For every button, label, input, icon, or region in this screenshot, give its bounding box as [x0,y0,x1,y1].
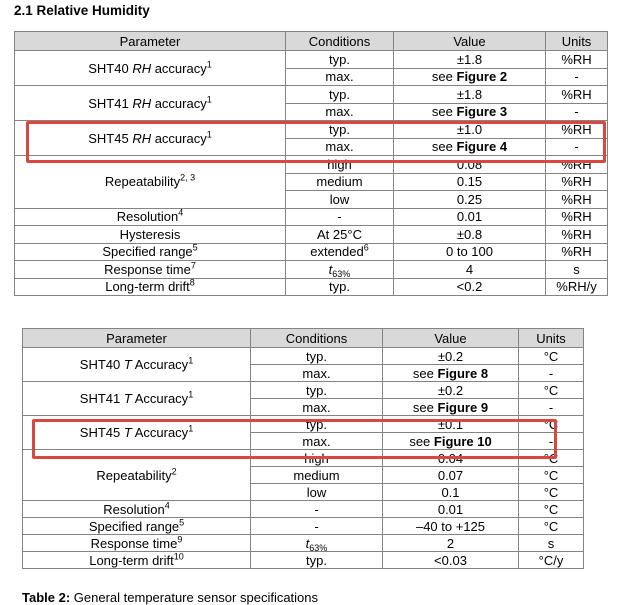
table-cell: see Figure 8 [383,365,519,382]
column-header: Value [394,32,546,51]
table-cell: %RH [546,191,608,209]
table-cell: see Figure 3 [394,103,546,121]
table-cell: low [251,484,383,501]
table-cell: - [251,501,383,518]
table-cell: %RH [546,156,608,174]
table-row [23,348,584,365]
table-cell: medium [251,467,383,484]
table-row [15,278,608,296]
table-cell: see Figure 9 [383,399,519,416]
table-cell: %RH [546,121,608,139]
table-cell: –40 to +125 [383,518,519,535]
table-cell: 2 [383,535,519,552]
table-cell: - [519,365,584,382]
table-cell: low [286,191,394,209]
table-cell: typ. [251,382,383,399]
table-cell: 0.07 [383,467,519,484]
table-cell: °C [519,382,584,399]
header-row [23,329,584,348]
table-row [15,261,608,279]
table-cell: ±0.2 [383,348,519,365]
table-cell: 0.08 [394,156,546,174]
table-cell: <0.2 [394,278,546,296]
table-cell: max. [251,399,383,416]
table-cell: $t_{63\%}$ [286,261,394,279]
table-cell: Response time$^7$ [15,261,286,279]
table-cell: %RH [546,51,608,69]
table-cell: SHT41 T Accuracy$^1$ [23,382,251,416]
column-header: Parameter [15,32,286,51]
table-cell: see Figure 10 [383,433,519,450]
table-cell: typ. [286,121,394,139]
table-cell: SHT40 T Accuracy$^1$ [23,348,251,382]
table-cell: $t_{63\%}$ [251,535,383,552]
table-cell: %RH [546,86,608,104]
table-cell: Specified range$^5$ [15,243,286,261]
table-cell: Long-term drift$^8$ [15,278,286,296]
table-cell: - [546,138,608,156]
table-cell: °C [519,518,584,535]
table-cell: max. [286,138,394,156]
table-cell: Resolution$^4$ [15,208,286,226]
table-cell: - [251,518,383,535]
table-cell: %RH/y [546,278,608,296]
section-title: 2.1 Relative Humidity [14,3,150,18]
temp-spec-table [22,328,584,569]
table-row [23,416,584,433]
table-cell: - [546,103,608,121]
table-cell: typ. [251,348,383,365]
table-cell: Repeatability$^{2, 3}$ [15,156,286,209]
table-caption [22,590,318,605]
table-cell: %RH [546,173,608,191]
table-cell: 0 to 100 [394,243,546,261]
table-cell: ±0.1 [383,416,519,433]
table-cell: SHT45 T Accuracy$^1$ [23,416,251,450]
table-cell: high [251,450,383,467]
table-cell: ±1.0 [394,121,546,139]
table-cell: ±1.8 [394,51,546,69]
table-row [15,51,608,69]
table-cell: - [286,208,394,226]
table-row [23,450,584,467]
rh-spec-table [14,31,608,296]
table-cell: Repeatability$^2$ [23,450,251,501]
table-cell: typ. [286,86,394,104]
table-cell: max. [286,68,394,86]
table-cell: - [519,433,584,450]
table-cell: - [519,399,584,416]
table-cell: Resolution$^4$ [23,501,251,518]
column-header: Units [546,32,608,51]
table-cell: 0.01 [383,501,519,518]
table-cell: 4 [394,261,546,279]
table-cell: typ. [286,278,394,296]
table-caption-label: Table 2: [22,590,71,605]
table-cell: extended$^6$ [286,243,394,261]
table-row [23,552,584,569]
table-cell: °C [519,450,584,467]
table-row [15,226,608,244]
table-cell: %RH [546,226,608,244]
table-row [23,382,584,399]
table-row [23,518,584,535]
table-cell: see Figure 2 [394,68,546,86]
table-cell: see Figure 4 [394,138,546,156]
table-row [15,156,608,174]
column-header: Conditions [286,32,394,51]
table-cell: typ. [251,552,383,569]
table-row [15,86,608,104]
table-cell: °C [519,467,584,484]
table-cell: °C [519,416,584,433]
table-cell: max. [251,365,383,382]
table-cell: s [546,261,608,279]
table-cell: medium [286,173,394,191]
table-cell: °C [519,348,584,365]
table-cell: 0.04 [383,450,519,467]
table-cell: ±0.2 [383,382,519,399]
table-cell: %RH [546,243,608,261]
table-cell: Long-term drift$^{10}$ [23,552,251,569]
table-row [15,208,608,226]
column-header: Units [519,329,584,348]
table-cell: 0.15 [394,173,546,191]
header-row [15,32,608,51]
table-cell: 0.1 [383,484,519,501]
column-header: Conditions [251,329,383,348]
table-cell: °C [519,501,584,518]
table-cell: - [546,68,608,86]
table-cell: %RH [546,208,608,226]
table-cell: °C [519,484,584,501]
table-cell: s [519,535,584,552]
column-header: Value [383,329,519,348]
table-cell: °C/y [519,552,584,569]
table-cell: At 25°C [286,226,394,244]
table-row [15,121,608,139]
table-cell: Specified range$^5$ [23,518,251,535]
table-cell: 0.01 [394,208,546,226]
table-cell: max. [251,433,383,450]
table-caption-text: General temperature sensor specifications [70,590,319,605]
column-header: Parameter [23,329,251,348]
table-cell: Hysteresis [15,226,286,244]
table-cell: ±0.8 [394,226,546,244]
table-cell: SHT41 RH accuracy$^1$ [15,86,286,121]
table-cell: Response time$^9$ [23,535,251,552]
table-cell: SHT45 RH accuracy$^1$ [15,121,286,156]
table-cell: typ. [251,416,383,433]
table-cell: <0.03 [383,552,519,569]
table-cell: SHT40 RH accuracy$^1$ [15,51,286,86]
table-cell: ±1.8 [394,86,546,104]
table-cell: high [286,156,394,174]
table-row [23,535,584,552]
table-cell: max. [286,103,394,121]
table-cell: typ. [286,51,394,69]
table-row [15,243,608,261]
table-row [23,501,584,518]
table-cell: 0.25 [394,191,546,209]
